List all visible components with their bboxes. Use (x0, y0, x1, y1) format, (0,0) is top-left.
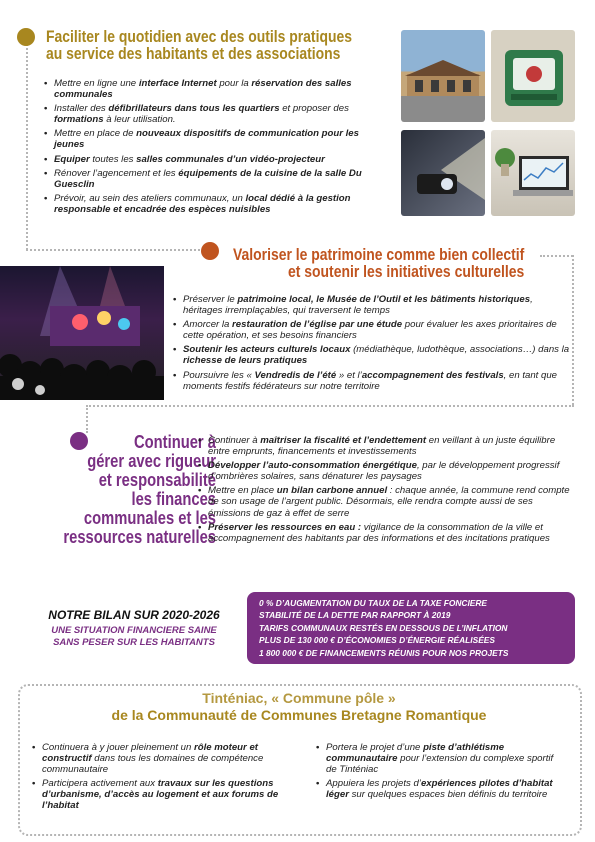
connector-line-1b (26, 249, 208, 251)
section2-bullet (201, 242, 219, 260)
text: et proposer des (279, 103, 349, 115)
text: Mettre en place de (54, 128, 137, 140)
list-item (198, 522, 574, 544)
bold-text: formations (54, 114, 104, 126)
text: Participera activement aux (42, 778, 158, 790)
text: à leur utilisation. (103, 114, 176, 126)
bold-text: Vendredis de l’été (254, 369, 337, 381)
list-item (173, 294, 571, 316)
bilan-title: NOTRE BILAN SUR 2020-2026 (48, 608, 220, 622)
bold-text: interface Internet (138, 78, 217, 89)
text: toutes les (89, 153, 137, 165)
list-item (44, 103, 390, 125)
bold-text: piste d’athlétisme communautaire (326, 742, 505, 765)
text: Prévoir, au sein des ateliers communaux, un (54, 192, 246, 204)
list-item (198, 460, 574, 482)
bilan-fact: STABILITÉ DE LA DETTE PAR RAPPORT À 2019 (259, 610, 451, 621)
text: , en tant que moments festifs fédérateurs sur notre territoire (183, 369, 558, 392)
photo-laptop (491, 130, 575, 216)
text: Amorcer la (183, 319, 233, 331)
connector-line-2c (86, 405, 574, 407)
section2-list (173, 294, 571, 395)
section3-title: Continuer à gérer avec rigueur et responsabilité les finances communales et les ressources naturelles (63, 432, 216, 547)
text: dans tous les domaines de compétence communautaire (42, 753, 264, 776)
bold-text: Soutenir les acteurs culturels locaux (183, 344, 351, 356)
text: Mettre en ligne une (54, 78, 139, 89)
section1-list (44, 78, 390, 218)
list-item (44, 128, 390, 150)
text: Appuiera les projets d’ (326, 778, 421, 790)
bold-text: travaux sur les questions d’urbanisme, d’accès au logement et aux forums de l’habitat (42, 778, 279, 812)
section2-title: Valoriser le patrimoine comme bien collectif et soutenir les initiatives culturelles (233, 245, 525, 281)
bilan-fact: TARIFS COMMUNAUX RESTÉS EN DESSOUS DE L’INFLATION (259, 622, 508, 633)
list-item (198, 485, 574, 518)
text: sur quelques espaces bien définis du territoire (348, 789, 548, 801)
text: Rénover l’agencement et les (54, 167, 179, 179)
list-item (44, 193, 390, 215)
section1-bullet (17, 28, 35, 46)
bold-text: Développer l’auto-consommation énergétique (208, 460, 417, 472)
bold-text: maîtriser la fiscalité et l’endettement (260, 435, 427, 446)
section3-list (198, 435, 574, 547)
connector-line-2 (540, 255, 573, 257)
text: , par le développement progressif d’ombrières solaires, sans dénaturer les paysages (208, 460, 560, 483)
text: en veillant à un juste équilibre entre emprunts, financements et investissements (208, 435, 556, 458)
photo-defibrillator (491, 30, 575, 122)
section1-title: Faciliter le quotidien avec des outils pratiques au service des habitants et des associations (46, 27, 352, 63)
list-item (173, 344, 571, 366)
bold-text: salles communales d’un vidéo-projecteur (136, 153, 325, 165)
bold-text: restauration de l’église par une étude (232, 319, 403, 331)
list-item (316, 778, 566, 800)
text: vigilance de la consommation de la ville et accompagnement des habitants par des informations et des incitations pratiques (208, 521, 550, 544)
text: Installer des (54, 103, 109, 115)
bold-text: réservation des salles communales (54, 78, 352, 101)
bilan-subtitle: UNE SITUATION FINANCIERE SAINE SANS PESER SUR LES HABITANTS (51, 625, 217, 648)
bold-text: expériences pilotes d’habitat léger (326, 778, 553, 801)
connector-line-2b (572, 255, 574, 405)
bilan-fact: PLUS DE 130 000 € D’ÉCONOMIES D’ÉNERGIE RÉALISÉES (259, 635, 495, 646)
text: pour l’extension du complexe sportif de Tinténiac (326, 753, 554, 776)
text: (médiathèque, ludothèque, associations…) dans la (350, 344, 570, 356)
list-item (173, 319, 571, 341)
list-item (32, 742, 304, 775)
text: , héritages irremplaçables, qui traversent le temps (183, 294, 533, 317)
bold-text: Préserver les ressources en eau : (208, 521, 362, 533)
bilan-fact: 0 % D’AUGMENTATION DU TAUX DE LA TAXE FONCIERE (259, 598, 487, 608)
bold-text: richesse de leurs pratiques (183, 355, 308, 367)
list-item (44, 78, 390, 100)
photo-concert (0, 266, 164, 400)
bold-text: nouveaux dispositifs de communication pour les jeunes (54, 128, 359, 151)
bold-text: patrimoine local, le Musée de l’Outil et les bâtiments historiques (237, 294, 531, 305)
photo-projector (401, 130, 485, 216)
text: pour la (216, 78, 252, 89)
bold-text: local dédié à la gestion responsable et encadrée des espèces nuisibles (54, 192, 351, 215)
text: Continuera à y jouer pleinement un (42, 742, 194, 753)
text: Mettre en place (208, 485, 277, 497)
text: Poursuivre les « (183, 369, 255, 381)
bilan-facts-box (247, 592, 575, 664)
section4-title: Tinténiac, « Commune pôle » de la Communauté de Communes Bretagne Romantique (111, 690, 487, 723)
text: » et l’ (336, 369, 362, 381)
text: : chaque année, la commune rend compte de son usage de l’argent public. Désormais, elle rendra compte aussi de ses émissions de gaz à effet de serre (208, 485, 570, 519)
section4-left-list (32, 742, 304, 815)
list-item (32, 778, 304, 811)
bilan-fact: 1 800 000 € DE FINANCEMENTS RÉUNIS POUR NOS PROJETS (259, 647, 509, 658)
list-item (173, 370, 571, 392)
text: Préserver le (183, 294, 238, 305)
list-item (44, 154, 390, 165)
text: pour évaluer les axes prioritaires de cette opération, et ses besoins financiers (183, 319, 557, 342)
bold-text: défibrillateurs dans tous les quartiers (108, 103, 280, 115)
connector-line-2d (86, 405, 88, 433)
list-item (44, 168, 390, 190)
list-item (198, 435, 574, 457)
section4-right-list (316, 742, 566, 803)
text: Portera le projet d’une (326, 742, 424, 753)
photo-building (401, 30, 485, 122)
text: Continuer à (208, 435, 261, 446)
connector-line-1 (26, 44, 28, 250)
bold-text: un bilan carbone annuel (276, 485, 388, 497)
bold-text: Equiper (54, 153, 90, 165)
list-item (316, 742, 566, 775)
bold-text: accompagnement des festivals (361, 369, 504, 381)
bold-text: rôle moteur et constructif (42, 742, 258, 765)
bold-text: équipements de la cuisine de la salle Du Guesclin (54, 167, 362, 190)
